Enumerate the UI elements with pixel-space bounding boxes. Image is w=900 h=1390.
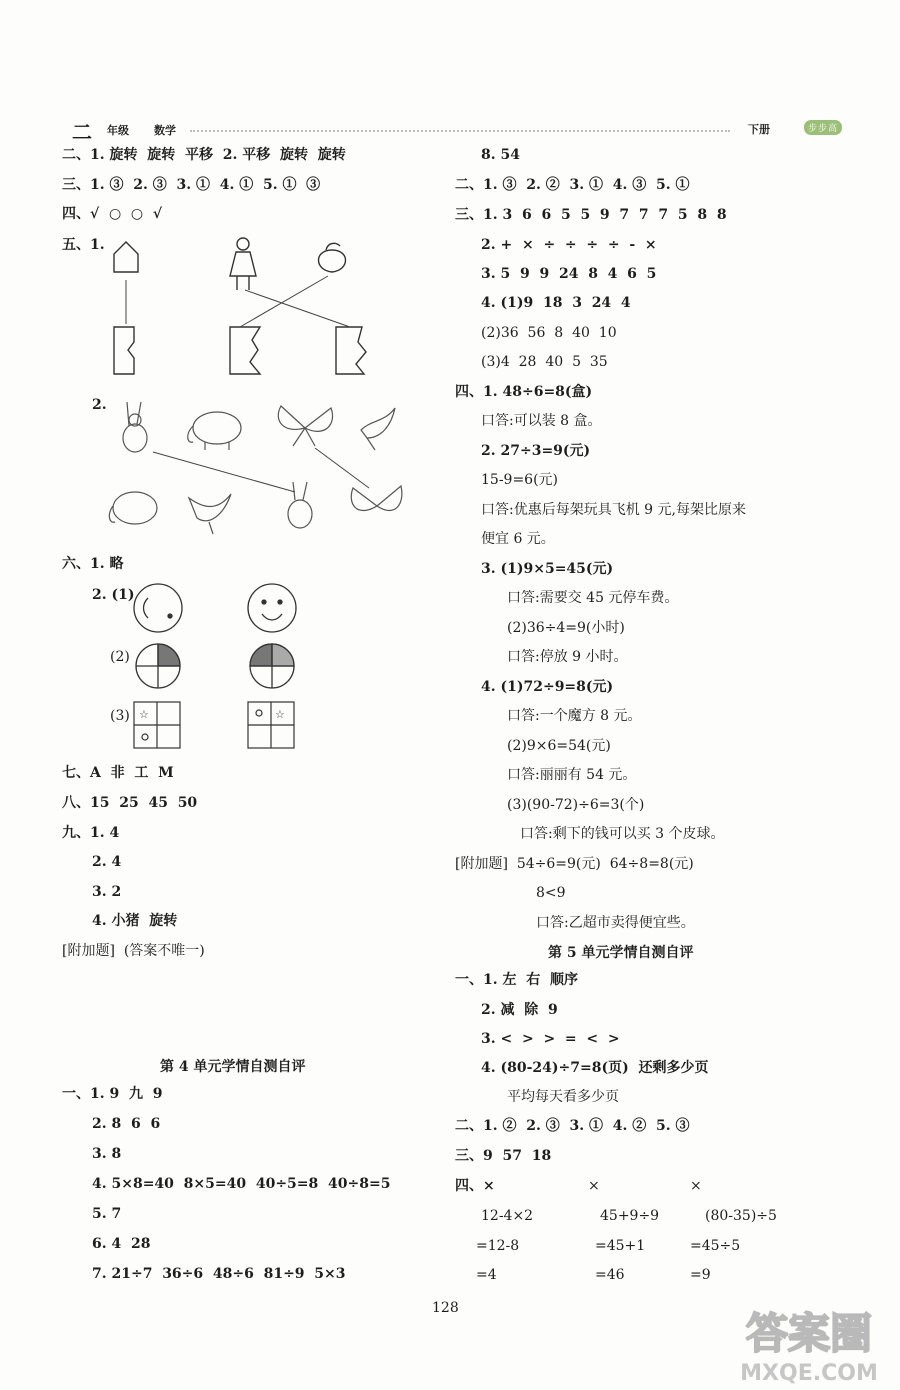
answer-line: 三、1. ③ 2. ③ 3. ① 4. ① 5. ① ③ (62, 177, 321, 193)
answer-line: 3. 8 (92, 1146, 122, 1162)
watermark-text-url: MXQE.COM (740, 1361, 878, 1386)
answer-line: 2. 减 除 9 (481, 1002, 558, 1018)
match-line (245, 290, 350, 327)
elephant-icon (188, 412, 241, 450)
shape-matching-figure (100, 232, 390, 387)
girl-body (230, 252, 256, 276)
smiley-face-icon (248, 584, 296, 632)
calc-step: =45+1 (595, 1238, 646, 1254)
answer-line: 口答:优惠后每架玩具飞机 9 元,每架比原来 (481, 502, 746, 518)
calc-step: =4 (476, 1267, 497, 1283)
answer-line: 8. 54 (481, 147, 520, 163)
watermark-text-cn: 答案圈 (745, 1309, 873, 1358)
answer-line: 平均每天看多少页 (507, 1089, 619, 1105)
answer-line: 口答:一个魔方 8 元。 (507, 708, 642, 724)
answer-line: 四、√ ○ ○ √ (62, 206, 163, 222)
answer-line: 口答:需要交 45 元停车费。 (507, 590, 679, 606)
calc-step: =12-8 (476, 1238, 520, 1254)
subject-label: 数学 (154, 124, 176, 137)
answer-line: 2. 8 6 6 (92, 1116, 161, 1132)
star-icon: ☆ (275, 708, 285, 721)
answer-line: [附加题] 54÷6=9(元) 64÷8=8(元) (455, 856, 694, 872)
girl-bottom-shape (230, 327, 260, 374)
answer-line: 六、1. 略 (62, 556, 124, 572)
match-line (315, 448, 369, 488)
face-dot (168, 614, 172, 618)
answer-line: 七、A 非 工 M (62, 765, 174, 781)
answer-line: 4. (80-24)÷7=8(页) 还剩多少页 (481, 1060, 709, 1076)
face-eye-left (144, 598, 149, 618)
answer-line: 口答:乙超市卖得便宜些。 (536, 915, 695, 931)
answer-line: (2)9×6=54(元) (507, 738, 611, 754)
bird-icon (361, 408, 395, 450)
answer-line: 三、9 57 18 (455, 1148, 552, 1164)
answer-line: × (690, 1178, 702, 1194)
grade-number: 二 (72, 120, 92, 144)
girl-head (237, 238, 249, 250)
answer-line: 五、1. (62, 237, 105, 253)
calc-step: =46 (595, 1267, 625, 1283)
volume-label: 下册 (748, 123, 770, 136)
calc-step: 12-4×2 (481, 1208, 534, 1224)
answer-line: 九、1. 4 (62, 825, 120, 841)
answer-line: 二、1. ② 2. ③ 3. ① 4. ② 5. ③ (455, 1118, 690, 1134)
calc-step: =9 (690, 1267, 711, 1283)
answer-line: 4. 5×8=40 8×5=40 40÷5=8 40÷8=5 (92, 1176, 391, 1192)
calc-step: (80-35)÷5 (705, 1208, 777, 1224)
circle-icon (256, 710, 262, 716)
answer-line: 便宜 6 元。 (481, 531, 555, 547)
peach-shape (319, 250, 346, 272)
answer-line: (3) (110, 708, 130, 724)
circle-icon (142, 734, 148, 740)
star-icon: ☆ (139, 708, 149, 721)
watermark-logo (721, 1298, 896, 1386)
answer-line: 口答:丽丽有 54 元。 (507, 767, 637, 783)
unit4-title: 第 4 单元学情自测自评 (160, 1059, 306, 1075)
answer-line: (2)36÷4=9(小时) (507, 620, 625, 636)
answer-line: 15-9=6(元) (481, 472, 559, 488)
rabbit-icon (288, 482, 312, 528)
butterfly-icon (351, 486, 402, 511)
answer-line: 2. 4 (92, 854, 122, 870)
answer-line: 八、15 25 45 50 (62, 795, 198, 811)
answer-line: (2)36 56 8 40 10 (481, 325, 617, 341)
answer-line: 3. 5 9 9 24 8 4 6 5 (481, 266, 657, 282)
answer-line: 四、1. 48÷6=8(盒) (455, 384, 593, 400)
calc-step: 45+9÷9 (600, 1208, 660, 1224)
brand-badge: 步步高 (804, 120, 842, 135)
answer-line: (2) (110, 649, 130, 665)
answer-line: 7. 21÷7 36÷6 48÷6 81÷9 5×3 (92, 1266, 346, 1282)
answer-line: 2. 27÷3=9(元) (481, 443, 591, 459)
answer-line: × (588, 1178, 600, 1194)
symmetry-figures (130, 582, 310, 757)
answer-line: 口答:停放 9 小时。 (507, 649, 628, 665)
answer-line: 一、1. 9 九 9 (62, 1086, 163, 1102)
page-number: 128 (432, 1300, 459, 1316)
face-circle-left (134, 584, 182, 632)
answer-line: 3. (1)9×5=45(元) (481, 561, 614, 577)
calc-step: =45÷5 (690, 1238, 741, 1254)
house-shape (114, 242, 138, 272)
answer-line: 4. (1)9 18 3 24 4 (481, 295, 631, 311)
answer-line: 二、1. ③ 2. ② 3. ① 4. ③ 5. ① (455, 177, 690, 193)
elephant-icon (109, 492, 157, 524)
bird-icon (189, 494, 231, 534)
house-bottom-shape (114, 327, 134, 374)
rabbit-icon (123, 402, 147, 452)
answer-line: 3. 2 (92, 884, 122, 900)
answer-line: 4. (1)72÷9=8(元) (481, 679, 614, 695)
answer-line: 5. 7 (92, 1206, 122, 1222)
answer-line: [附加题] (答案不唯一) (62, 943, 205, 959)
header-rule (190, 130, 730, 132)
answer-line: 二、1. 旋转 旋转 平移 2. 平移 旋转 旋转 (62, 147, 346, 163)
answer-line: 2. (92, 397, 107, 413)
answer-line: (3)4 28 40 5 35 (481, 354, 608, 370)
answer-line: (3)(90-72)÷6=3(个) (507, 797, 645, 813)
match-line (240, 276, 328, 327)
butterfly-icon (278, 406, 332, 446)
answer-line: 2. + × ÷ ÷ ÷ ÷ - × (481, 237, 657, 253)
grade-label: 年级 (107, 124, 129, 137)
peach-bottom-shape (336, 327, 366, 374)
match-line (153, 452, 295, 492)
answer-line: 2. (1) (92, 587, 135, 603)
answer-line: 口答:剩下的钱可以买 3 个皮球。 (520, 826, 725, 842)
answer-line: 三、1. 3 6 6 5 5 9 7 7 7 5 8 8 (455, 207, 727, 223)
page-header (62, 118, 850, 144)
answer-line: 口答:可以装 8 盒。 (481, 413, 602, 429)
answer-line: 四、× (455, 1178, 495, 1194)
answer-line: 6. 4 28 (92, 1236, 151, 1252)
answer-line: 4. 小猪 旋转 (92, 913, 178, 929)
answer-line: 一、1. 左 右 顺序 (455, 972, 578, 988)
answer-line: 3. < > > = < > (481, 1031, 620, 1047)
answer-line: 8<9 (536, 885, 566, 901)
animal-matching-figure (105, 398, 405, 538)
unit5-title: 第 5 单元学情自测自评 (548, 945, 694, 961)
